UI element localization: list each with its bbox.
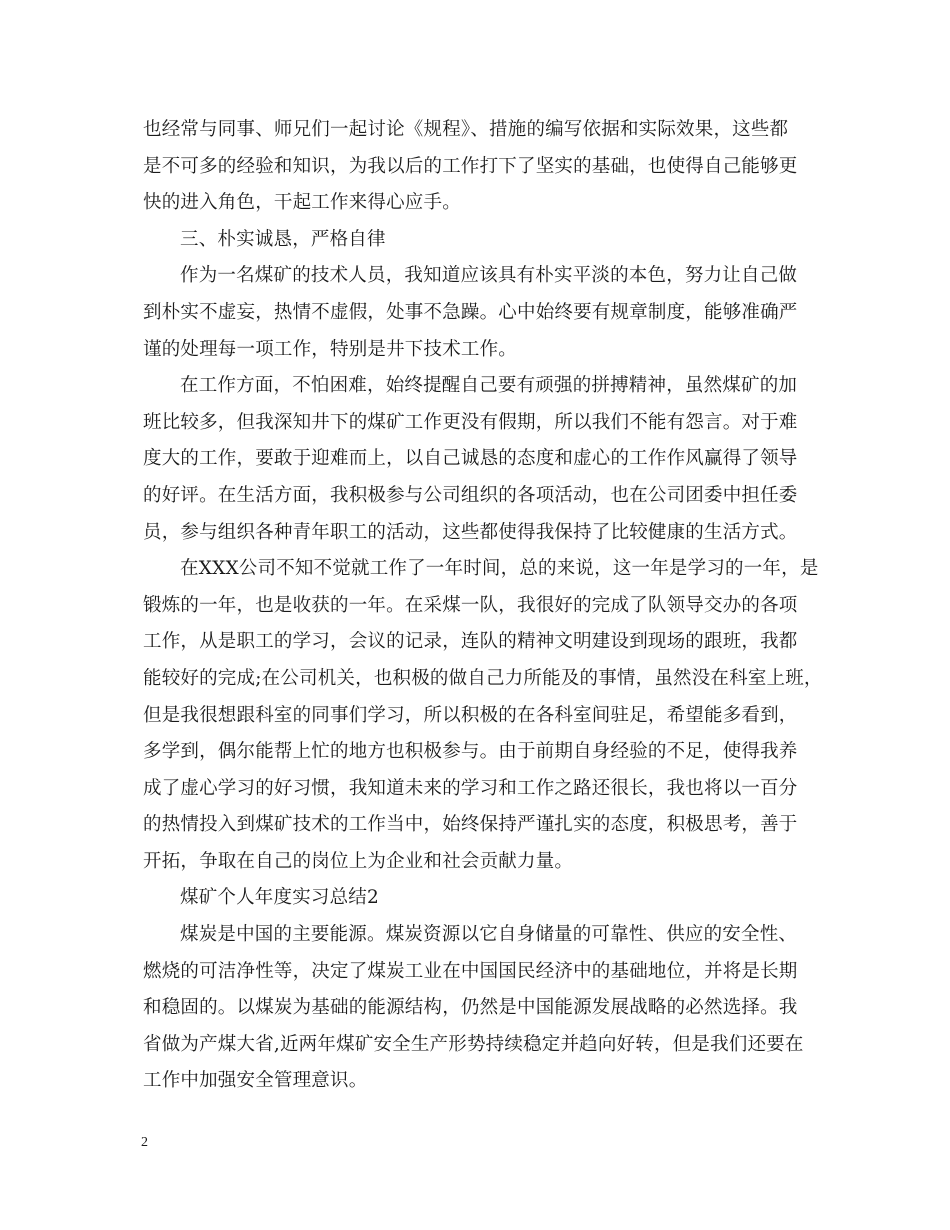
text-line: 但是我很想跟科室的同事们学习，所以积极的在各科室间驻足，希望能多看到，	[143, 704, 798, 726]
text-line: 和稳固的。以煤炭为基础的能源结构，仍然是中国能源发展战略的必然选择。我	[143, 997, 798, 1019]
text-line: 多学到，偶尔能帮上忙的地方也积极参与。由于前期自身经验的不足，使得我养	[143, 741, 798, 763]
text-line: 能较好的完成;在公司机关，也积极的做自己力所能及的事情，虽然没在科室上班，	[143, 667, 823, 689]
text-line: 煤矿个人年度实习总结2	[180, 887, 379, 909]
text-line: 开拓，争取在自己的岗位上为企业和社会贡献力量。	[143, 850, 574, 872]
text-line: 快的进入角色，干起工作来得心应手。	[143, 192, 461, 214]
text-line: 到朴实不虚妄，热情不虚假，处事不急躁。心中始终要有规章制度，能够准确严	[143, 301, 798, 323]
text-line: 煤炭是中国的主要能源。煤炭资源以它自身储量的可靠性、供应的安全性、	[180, 924, 798, 946]
text-line: 度大的工作，要敢于迎难而上，以自己诚恳的态度和虚心的工作作风赢得了领导	[143, 448, 798, 470]
text-line: 在工作方面，不怕困难，始终提醒自己要有顽强的拼搏精神，虽然煤矿的加	[180, 375, 798, 397]
text-line: 也经常与同事、师兄们一起讨论《规程》、措施的编写依据和实际效果，这些都	[143, 119, 789, 140]
text-line: 省做为产煤大省,近两年煤矿安全生产形势持续稳定并趋向好转，但是我们还要在	[143, 1033, 804, 1055]
text-line: 成了虚心学习的好习惯，我知道未来的学习和工作之路还很长，我也将以一百分	[143, 777, 798, 799]
text-line: 锻炼的一年，也是收获的一年。在采煤一队，我很好的完成了队领导交办的各项	[143, 594, 798, 616]
text-line: 三、朴实诚恳，严格自律	[180, 228, 386, 250]
text-line: 班比较多，但我深知井下的煤矿工作更没有假期，所以我们不能有怨言。对于难	[143, 411, 798, 433]
text-line: 的热情投入到煤矿技术的工作当中，始终保持严谨扎实的态度，积极思考，善于	[143, 814, 798, 836]
text-line: 工作中加强安全管理意识。	[143, 1070, 368, 1092]
text-line: 的好评。在生活方面，我积极参与公司组织的各项活动，也在公司团委中担任委	[143, 484, 798, 506]
text-line: 是不可多的经验和知识，为我以后的工作打下了坚实的基础，也使得自己能够更	[143, 155, 798, 177]
text-line: 在XXX公司不知不觉就工作了一年时间，总的来说，这一年是学习的一年，是	[180, 558, 819, 580]
text-line: 工作，从是职工的学习，会议的记录，连队的精神文明建设到现场的跟班，我都	[143, 631, 798, 653]
text-line: 谨的处理每一项工作，特别是井下技术工作。	[143, 338, 518, 360]
text-line: 燃烧的可洁净性等，决定了煤炭工业在中国国民经济中的基础地位，并将是长期	[143, 960, 798, 982]
document-body	[143, 112, 823, 1100]
page-number: 2	[141, 1135, 148, 1150]
text-line: 员，参与组织各种青年职工的活动，这些都使得我保持了比较健康的生活方式。	[143, 521, 798, 543]
text-line: 作为一名煤矿的技术人员，我知道应该具有朴实平淡的本色，努力让自己做	[180, 265, 798, 287]
